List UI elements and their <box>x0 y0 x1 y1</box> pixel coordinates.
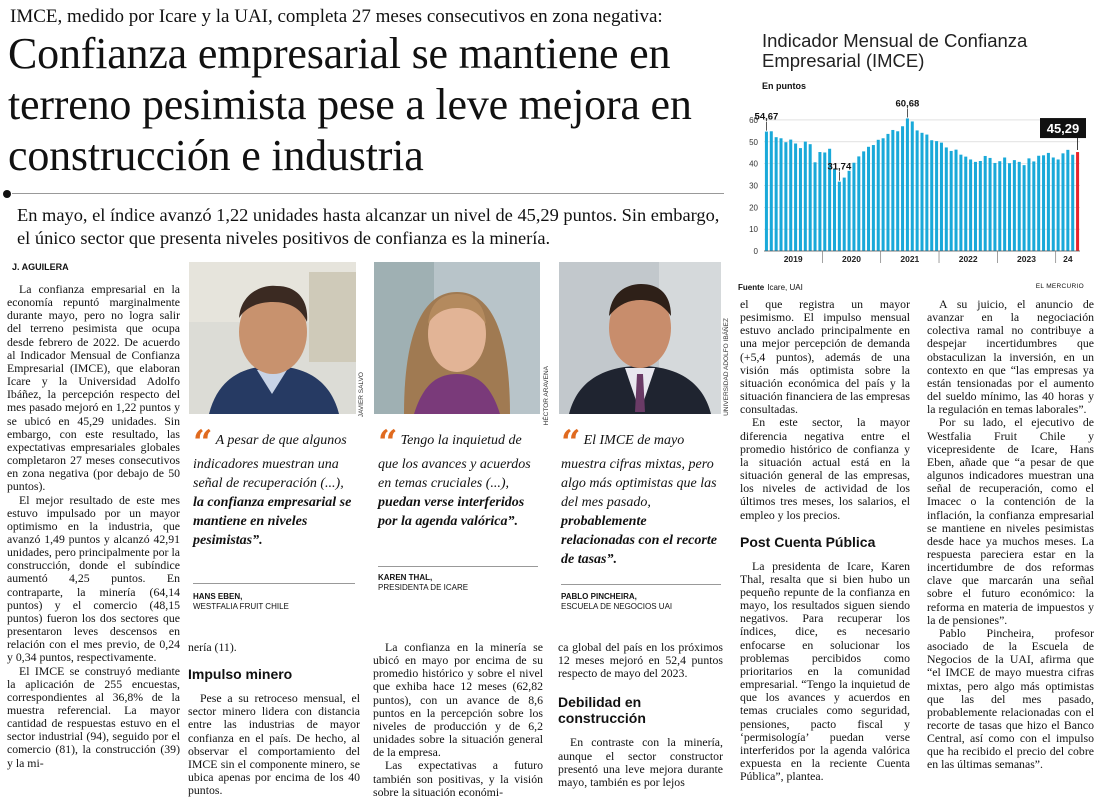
chart-bar <box>1023 165 1026 251</box>
chart-bar <box>906 118 909 251</box>
paragraph: ca global del país en los próximos 12 meses mejoró en 52,4 puntos respecto de mayo del 2023. <box>558 640 723 681</box>
paragraph: Pablo Pincheira, profesor asociado de la Escuela de Negocios de la UAI, afirma que “el IMCE de mayo muestra cifras mixtas, pero algo más optimistas que las del mes pasado, probablemente relacionadas con el recorte de tasas que hizo el Banco Central, así como con el impulso que ha recibido el precio del cobre en las últimas semanas”. <box>927 625 1094 772</box>
speaker-name: HANS EBEN, <box>193 592 243 601</box>
photo-credit: JAVIER SALVO <box>358 372 365 418</box>
quote-rule <box>193 583 355 584</box>
y-tick-label: 10 <box>749 225 758 235</box>
chart-bar <box>989 158 992 251</box>
paragraph: La confianza empresarial en la economía repuntó marginalmente durante mayo, pero no logra salir del terreno pesimista que ocupa desde febrero de 2022. De acuerdo al Indicador Mensual de Confianza Empresarial (IMCE), que elaboran Icare y la Universidad Adolfo Ibáñez, la percepción respecto del mes pasado mejoró en 1,22 puntos y se ubicó en 45,29 unidades. Sin embargo, con este resultado, las expectativas empresariales globales completaron 27 meses consecutivos en zona negativa (por debajo de 50 puntos). <box>7 282 180 494</box>
body-column-2 <box>188 641 360 797</box>
kicker: IMCE, medido por Icare y la UAI, completa 27 meses consecutivos en zona negativa: <box>10 6 663 27</box>
photo-credit: UNIVERSIDAD ADOLFO IBÁÑEZ <box>723 318 730 416</box>
y-tick-label: 20 <box>749 203 758 213</box>
chart-bar <box>775 137 778 251</box>
bullet-dot <box>3 190 11 198</box>
chart-bar <box>979 161 982 251</box>
body-column-5 <box>740 298 910 783</box>
chart-bar <box>814 162 817 251</box>
quote-text: A pesar de que algunos indicadores muestran una señal de recuperación (...), <box>193 433 347 491</box>
speaker-role: ESCUELA DE NEGOCIOS UAI <box>561 601 673 611</box>
divider-rule <box>12 193 724 194</box>
speaker-name: PABLO PINCHEIRA, <box>561 592 637 601</box>
chart-bar <box>969 159 972 251</box>
chart-bar <box>780 138 783 251</box>
chart-bar <box>1052 157 1055 251</box>
chart-bar <box>920 133 923 251</box>
photo-pablo-pincheira <box>559 262 721 414</box>
chart-bar <box>765 132 768 251</box>
quote-text: Tengo la inquietud de que los avances y acuerdos en temas cruciales (...), <box>378 433 531 491</box>
chart-bar <box>911 121 914 251</box>
subhead-debilidad: Debilidad en construcción <box>558 694 646 727</box>
chart-bar <box>1013 160 1016 251</box>
chart-bar <box>794 144 797 251</box>
paragraph: Pese a su retroceso mensual, el sector minero lidera con distancia entre las industrias de mayor confianza en el país. De hecho, al observar el comportamiento del IMCE sin el componente minero, se ubica apenas por encima de los 40 puntos. <box>188 691 360 798</box>
x-tick-label: 2022 <box>958 254 978 264</box>
chart-bar <box>818 152 821 251</box>
paragraph: En contraste con la minería, aunque el sector constructor presentó una leve mejora durante mayo, también es por lejos <box>558 735 723 789</box>
chart-bar <box>1008 163 1011 251</box>
x-tick-label: 2020 <box>842 254 861 264</box>
chart-bar <box>901 126 904 251</box>
paragraph: A su juicio, el anuncio de avanzar en la negociación colectiva ramal no contribuye a despejar incertidumbres que obstaculizan la inversión, en un contexto en que “las empresas ya están tensionadas por el aumento del sueldo mínimo, las 40 horas y la regulación en temas laborales”. <box>927 297 1094 417</box>
chart-bar <box>784 142 787 251</box>
chart-bar <box>1061 153 1064 251</box>
pull-quote-1 <box>193 423 353 550</box>
pull-quote-2 <box>378 423 538 531</box>
annotation-label: 45,29 <box>1046 121 1080 137</box>
quote-rule <box>561 584 721 585</box>
chart-bar <box>1042 155 1045 251</box>
chart-bar <box>886 134 889 251</box>
headline: Confianza empresarial se mantiene en terreno pesimista pese a leve mejora en construcción e industria <box>8 29 692 180</box>
chart-bar <box>1037 156 1040 251</box>
body-column-3 <box>373 641 543 799</box>
photo-credit: HÉCTOR ARAVENA <box>543 366 550 426</box>
chart-bar <box>799 148 802 251</box>
chart-bar <box>1027 158 1030 251</box>
imce-chart <box>738 9 1092 295</box>
subhead-impulso-minero: Impulso minero <box>188 666 293 683</box>
quote-mark-icon: “ <box>561 423 581 463</box>
chart-source <box>738 283 803 292</box>
chart-bar <box>896 131 899 251</box>
chart-bar <box>945 147 948 251</box>
chart-bar <box>848 171 851 251</box>
chart-bar <box>950 151 953 251</box>
y-tick-label: 50 <box>749 137 758 147</box>
paragraph: nería (11). <box>188 640 237 654</box>
paragraph: El IMCE se construyó mediante la aplicación de 255 encuestas, correspondientes al 36,8% de la muestra referencial. La mayor cantidad de respuestas estuvo en el sector industrial (94), seguido por el comercio (81), la construcción (39) y la mi- <box>7 663 180 770</box>
chart-bar <box>857 156 860 251</box>
speaker-name: KAREN THAL, <box>378 573 433 582</box>
chart-bar <box>1057 159 1060 251</box>
y-tick-label: 0 <box>753 247 758 256</box>
chart-bar <box>867 147 870 251</box>
chart-bar <box>1047 153 1050 251</box>
quote-text: El IMCE de mayo muestra cifras mixtas, pero algo más optimistas que las del mes pasado, <box>561 433 717 510</box>
chart-title: Indicador Mensual de Confianza Empresarial (IMCE) <box>762 30 1028 71</box>
quote-mark-icon: “ <box>378 423 398 463</box>
annotation-label: 31,74 <box>827 161 852 173</box>
quote-text-bold: puedan verse interferidos por la agenda valórica”. <box>378 495 525 529</box>
y-tick-label: 40 <box>749 159 758 169</box>
chart-bar <box>940 143 943 251</box>
chart-source-text: Icare, UAI <box>767 283 803 292</box>
paragraph: Por su lado, el ejecutivo de Westfalia Fruit Chile y vicepresidente de Icare, Hans Eben, añade que “a pesar de que algunos indicadores muestran una señal de recuperación, como el Imacec o la contención de la inflación, la confianza empresarial se mantiene en niveles pesimistas desde hace ya muchos meses. La respuesta pareciera estar en la incertidumbre de dos reformas clave que marcarán una señal sobre el futuro económico: la reforma en materia de impuestos y la de pensiones”. <box>927 415 1094 627</box>
chart-bar <box>891 130 894 251</box>
chart-bar <box>770 131 773 251</box>
chart-bar <box>916 130 919 251</box>
pull-quote-3 <box>561 423 721 569</box>
x-tick-label: 2019 <box>783 254 803 264</box>
chart-bar <box>877 140 880 251</box>
chart-bar <box>882 138 885 251</box>
chart-bar <box>789 140 792 251</box>
chart-bar <box>852 163 855 251</box>
chart-bar <box>964 157 967 251</box>
y-tick-label: 30 <box>749 181 758 191</box>
quote-text-bold: probablemente relacionadas con el recorte de tasas”. <box>561 514 717 567</box>
chart-units: En puntos <box>762 81 806 91</box>
body-column-4 <box>558 641 723 789</box>
chart-bar <box>998 161 1001 251</box>
chart-bar <box>1018 162 1021 251</box>
quote-mark-icon: “ <box>193 423 213 463</box>
chart-bar <box>959 155 962 251</box>
chart-bar <box>862 151 865 251</box>
paragraph: En este sector, la mayor diferencia negativa entre el promedio histórico de confianza y la situación actual está en la situación general de las empresas, los niveles de actividad de los últimos tres meses, los salarios, el empleo y los precios. <box>740 415 910 522</box>
speaker-role: WESTFALIA FRUIT CHILE <box>193 601 289 611</box>
paragraph: el que registra un mayor pesimismo. El impulso mensual estuvo anclado principalmente en una mejor percepción de demanda (+5,4 puntos), además de una visión más optimista sobre la situación económica del país y la situación financiera de las empresas consultadas. <box>740 297 910 417</box>
chart-bar <box>1071 155 1074 251</box>
paragraph: El mejor resultado de este mes estuvo impulsado por un mayor optimismo en la industria, que avanzó 1,49 puntos y alcanzó 42,91 unidades, pero principalmente por la construcción, donde el subíndice aumentó 4,25 puntos. En contraparte, la minería (64,14 puntos) y el comercio (48,15 puntos) fueron los dos sectores que presentaron leves descensos en relación con el mes previo, de 0,24 y 0,34 puntos, respectivamente. <box>7 492 180 665</box>
chart-bar <box>1003 157 1006 251</box>
quote-speaker-1 <box>193 592 289 611</box>
quote-text-bold: la confianza empresarial se mantiene en niveles pesimistas”. <box>193 495 352 548</box>
paragraph: La confianza en la minería se ubicó en mayo por encima de su promedio histórico y sobre el nivel que exhiba hace 12 meses (62,82 puntos), con un avance de 8,6 puntos en la percepción sobre los niveles de producción y de 6,2 unidades sobre la situación general de la empresa. <box>373 640 543 760</box>
quote-speaker-3 <box>561 592 672 611</box>
chart-bar <box>823 152 826 251</box>
chart-bar <box>1032 161 1035 251</box>
chart-source-label: Fuente <box>738 283 765 292</box>
chart-plot <box>738 9 1092 279</box>
chart-bar <box>833 169 836 251</box>
x-tick-label: 2021 <box>900 254 920 264</box>
chart-bar <box>1076 152 1079 251</box>
chart-bar <box>955 150 958 251</box>
chart-bar <box>809 144 812 251</box>
chart-bar <box>804 142 807 251</box>
chart-bar <box>872 145 875 251</box>
paragraph: Las expectativas a futuro también son positivas, y la visión sobre la situación económi- <box>373 758 543 799</box>
quote-rule <box>378 566 538 567</box>
chart-bar <box>838 182 841 251</box>
chart-bar <box>930 140 933 251</box>
chart-bar <box>843 178 846 251</box>
paragraph: La presidenta de Icare, Karen Thal, resalta que si bien hubo un pequeño repunte de la confianza en mayo, los resultados siguen siendo negativos. Para recuperar los índices, dice, es necesario enfocarse en solucionar los problemas percibidos como prioritarios en la comunidad empresarial. “Tengo la inquietud de que los avances y acuerdos en temas cruciales como seguridad, pensiones, pacto fiscal y ‘permisología’ puedan verse interferidos por la agenda valórica expuesta en la reciente Cuenta Pública”, plantea. <box>740 558 910 784</box>
chart-bar <box>984 156 987 251</box>
subhead-post-cuenta: Post Cuenta Pública <box>740 533 876 550</box>
chart-brand: EL MERCURIO <box>1035 283 1084 290</box>
body-column-1 <box>7 283 180 770</box>
chart-bar <box>935 141 938 251</box>
body-column-6 <box>927 298 1094 772</box>
chart-bar <box>1066 150 1069 251</box>
speaker-role: PRESIDENTA DE ICARE <box>378 582 469 592</box>
chart-bar <box>974 162 977 251</box>
photo-hans-eben <box>189 262 356 414</box>
chart-bar <box>925 135 928 251</box>
annotation-label: 60,68 <box>895 98 920 110</box>
deck: En mayo, el índice avanzó 1,22 unidades hasta alcanzar un nivel de 45,29 puntos. Sin embargo, el único sector que presenta niveles positivos de confianza es la minería. <box>17 205 720 248</box>
quote-speaker-2 <box>378 573 468 592</box>
y-tick-label: 60 <box>749 115 758 125</box>
byline: J. AGUILERA <box>12 262 69 272</box>
annotation-label: 54,67 <box>754 111 779 123</box>
x-tick-label: 2023 <box>1017 254 1036 264</box>
chart-bar <box>993 163 996 251</box>
photo-karen-thal <box>374 262 540 414</box>
x-tick-label: 24 <box>1063 254 1073 264</box>
